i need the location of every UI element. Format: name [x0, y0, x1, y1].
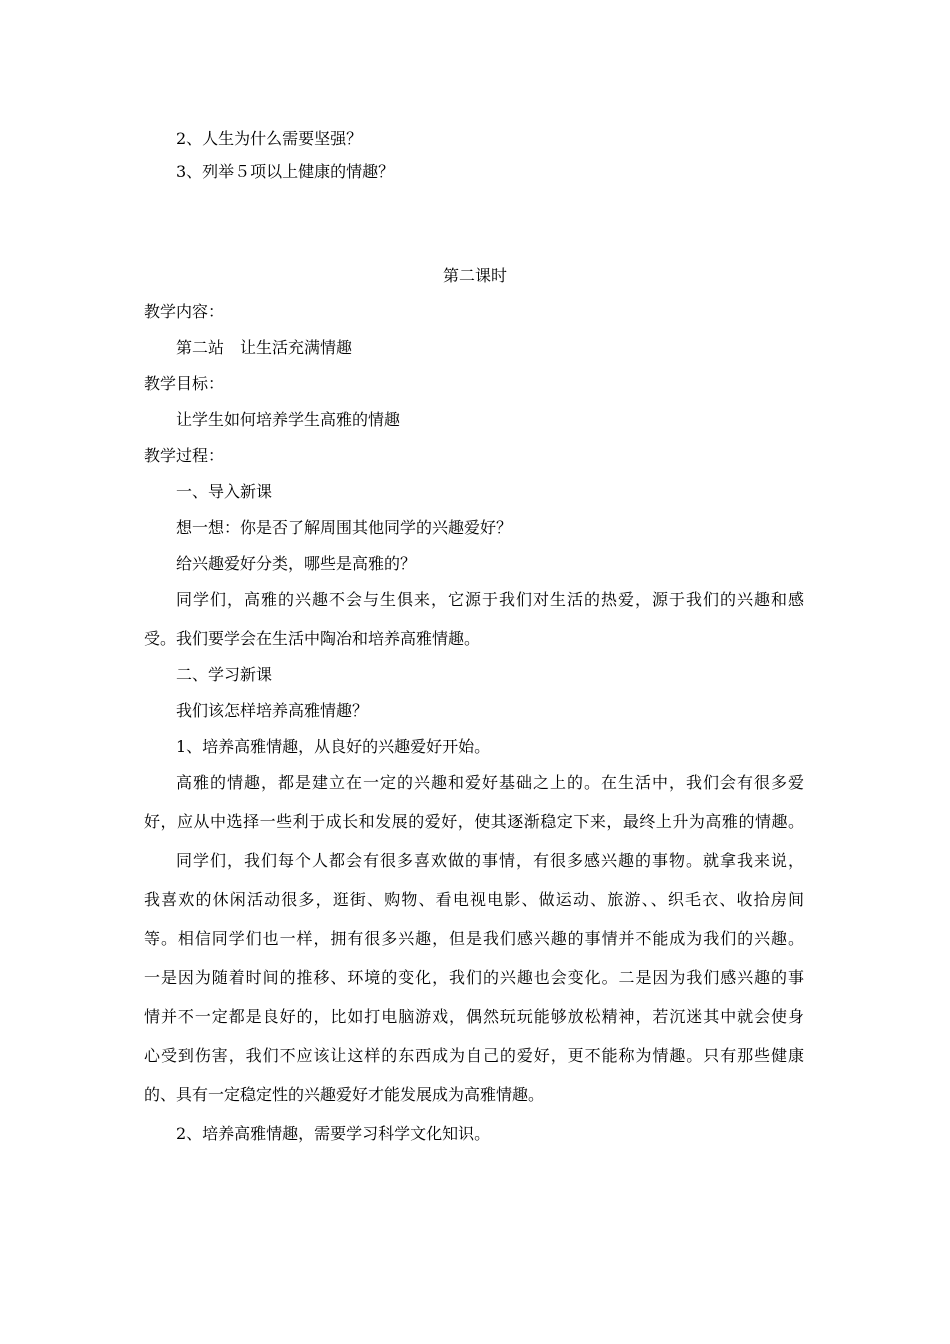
section-label-goal: 教学目标：: [144, 374, 225, 393]
paragraph-line: 我喜欢的休闲活动很多，逛街、购物、看电视电影、做运动、旅游、、织毛衣、收拾房间: [144, 890, 804, 909]
paragraph-line: 1、培养高雅情趣，从良好的兴趣爱好开始。: [176, 737, 491, 756]
goal-text: 让学生如何培养学生高雅的情趣: [176, 410, 401, 429]
content-text: 第二站 让生活充满情趣: [176, 338, 353, 357]
paragraph-line: 高雅的情趣，都是建立在一定的兴趣和爱好基础之上的。在生活中，我们会有很多爱: [176, 773, 804, 792]
question-3: 3、列举５项以上健康的情趣？: [176, 162, 395, 181]
paragraph-line: 同学们，高雅的兴趣不会与生俱来，它源于我们对生活的热爱，源于我们的兴趣和感: [176, 590, 804, 609]
paragraph-line: 同学们，我们每个人都会有很多喜欢做的事情，有很多感兴趣的事物。就拿我来说，: [176, 851, 804, 870]
paragraph-line: 一是因为随着时间的推移、环境的变化，我们的兴趣也会变化。二是因为我们感兴趣的事: [144, 968, 804, 987]
paragraph-line: 等。相信同学们也一样，拥有很多兴趣，但是我们感兴趣的事情并不能成为我们的兴趣。: [144, 929, 804, 948]
paragraph-line: 的、具有一定稳定性的兴趣爱好才能发展成为高雅情趣。: [144, 1085, 545, 1104]
section-label-content: 教学内容：: [144, 302, 225, 321]
paragraph-line: 心受到伤害，我们不应该让这样的东西成为自己的爱好，更不能称为情趣。只有那些健康: [144, 1046, 804, 1065]
paragraph-line: 给兴趣爱好分类，哪些是高雅的？: [176, 554, 417, 573]
paragraph-line: 想一想：你是否了解周围其他同学的兴趣爱好？: [176, 518, 513, 537]
step-heading-1: 一、导入新课: [176, 482, 273, 501]
paragraph-line: 情并不一定都是良好的，比如打电脑游戏，偶然玩玩能够放松精神，若沉迷其中就会使身: [144, 1007, 804, 1026]
paragraph-line: 受。我们要学会在生活中陶冶和培养高雅情趣。: [144, 629, 481, 648]
step-heading-2: 二、学习新课: [176, 665, 273, 684]
lesson-heading: 第二课时: [442, 266, 507, 285]
question-2: 2、人生为什么需要坚强？: [176, 129, 363, 148]
paragraph-line: 好，应从中选择一些利于成长和发展的爱好，使其逐渐稳定下来，最终上升为高雅的情趣。: [144, 812, 804, 831]
section-label-process: 教学过程：: [144, 446, 225, 465]
paragraph-line: 我们该怎样培养高雅情趣？: [176, 701, 369, 720]
step-heading-3: 2、培养高雅情趣，需要学习科学文化知识。: [176, 1124, 491, 1143]
